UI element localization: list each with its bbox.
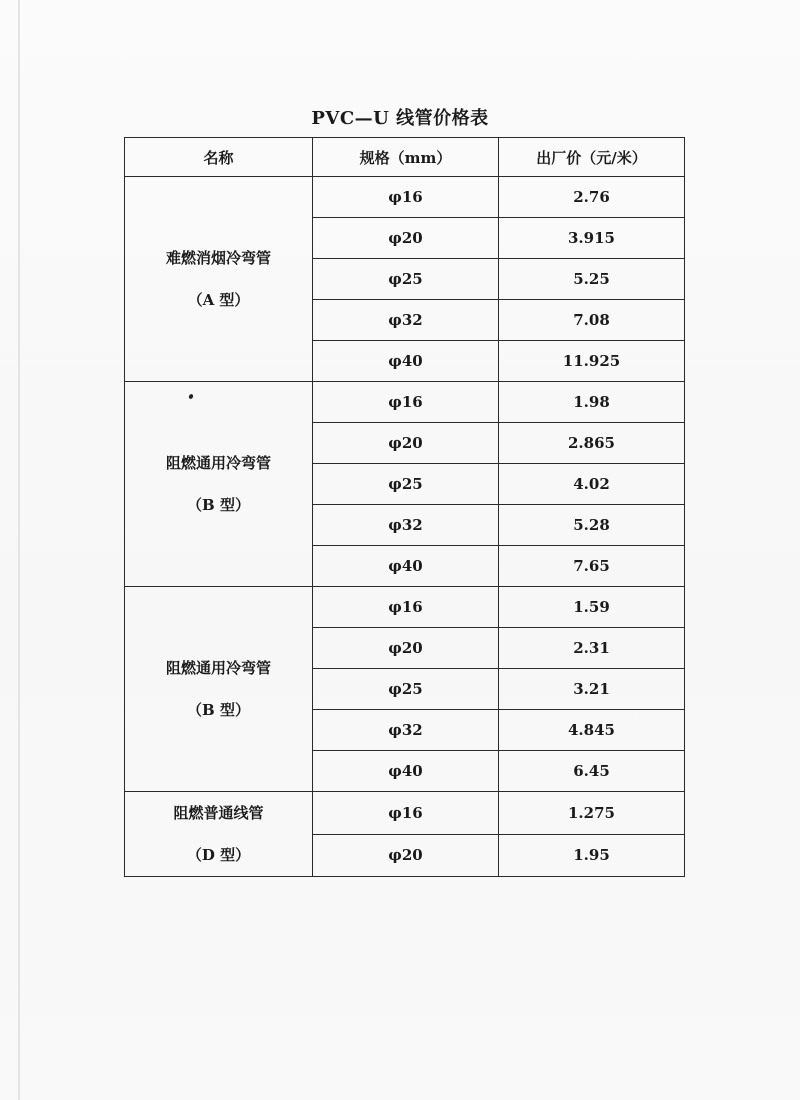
- spec-cell: φ25: [313, 259, 499, 300]
- price-cell: 7.08: [499, 300, 685, 341]
- spec-cell: φ16: [313, 382, 499, 423]
- header-price: 出厂价（元/米）: [499, 138, 685, 177]
- document-title: PVC—U 线管价格表: [311, 108, 489, 129]
- product-name-cell: [125, 792, 313, 877]
- price-cell: 1.275: [499, 792, 685, 835]
- price-cell: 4.845: [499, 710, 685, 751]
- spec-cell: φ25: [313, 669, 499, 710]
- product-name: 阻燃通用冷弯管: [165, 454, 271, 472]
- price-cell: 6.45: [499, 751, 685, 792]
- product-name: 难燃消烟冷弯管: [165, 249, 271, 267]
- product-type: （A 型）: [187, 291, 250, 309]
- header-row: [125, 138, 685, 177]
- price-cell: 7.65: [499, 546, 685, 587]
- spec-cell: φ32: [313, 505, 499, 546]
- table-row: [125, 587, 685, 628]
- spec-cell: φ16: [313, 792, 499, 835]
- product-type: （D 型）: [186, 846, 251, 864]
- spec-cell: φ20: [313, 423, 499, 464]
- price-cell: 1.98: [499, 382, 685, 423]
- spec-cell: φ40: [313, 546, 499, 587]
- price-table: [124, 137, 685, 877]
- price-cell: 5.25: [499, 259, 685, 300]
- spec-cell: φ20: [313, 628, 499, 669]
- product-type: （B 型）: [187, 496, 250, 514]
- product-name-cell: [125, 177, 313, 382]
- product-name: 阻燃普通线管: [173, 804, 264, 822]
- spec-cell: φ40: [313, 341, 499, 382]
- spec-cell: φ32: [313, 710, 499, 751]
- spec-cell: φ40: [313, 751, 499, 792]
- price-cell: 2.865: [499, 423, 685, 464]
- price-cell: 3.21: [499, 669, 685, 710]
- spec-cell: φ25: [313, 464, 499, 505]
- table-row: [125, 177, 685, 218]
- product-type: （B 型）: [187, 701, 250, 719]
- product-name-cell: [125, 382, 313, 587]
- spec-cell: φ16: [313, 587, 499, 628]
- price-cell: 5.28: [499, 505, 685, 546]
- product-name: 阻燃通用冷弯管: [165, 659, 271, 677]
- price-cell: 4.02: [499, 464, 685, 505]
- spec-cell: φ20: [313, 218, 499, 259]
- spec-cell: φ20: [313, 834, 499, 877]
- header-name: 名称: [125, 138, 313, 177]
- spec-cell: φ16: [313, 177, 499, 218]
- price-cell: 3.915: [499, 218, 685, 259]
- spec-cell: φ32: [313, 300, 499, 341]
- price-cell: 2.76: [499, 177, 685, 218]
- price-cell: 1.59: [499, 587, 685, 628]
- price-cell: 11.925: [499, 341, 685, 382]
- header-spec: 规格（mm）: [313, 138, 499, 177]
- table-row: [125, 382, 685, 423]
- page-edge-shadow: [18, 0, 20, 1100]
- product-name-cell: [125, 587, 313, 792]
- price-cell: 2.31: [499, 628, 685, 669]
- price-cell: 1.95: [499, 834, 685, 877]
- table-row: [125, 792, 685, 835]
